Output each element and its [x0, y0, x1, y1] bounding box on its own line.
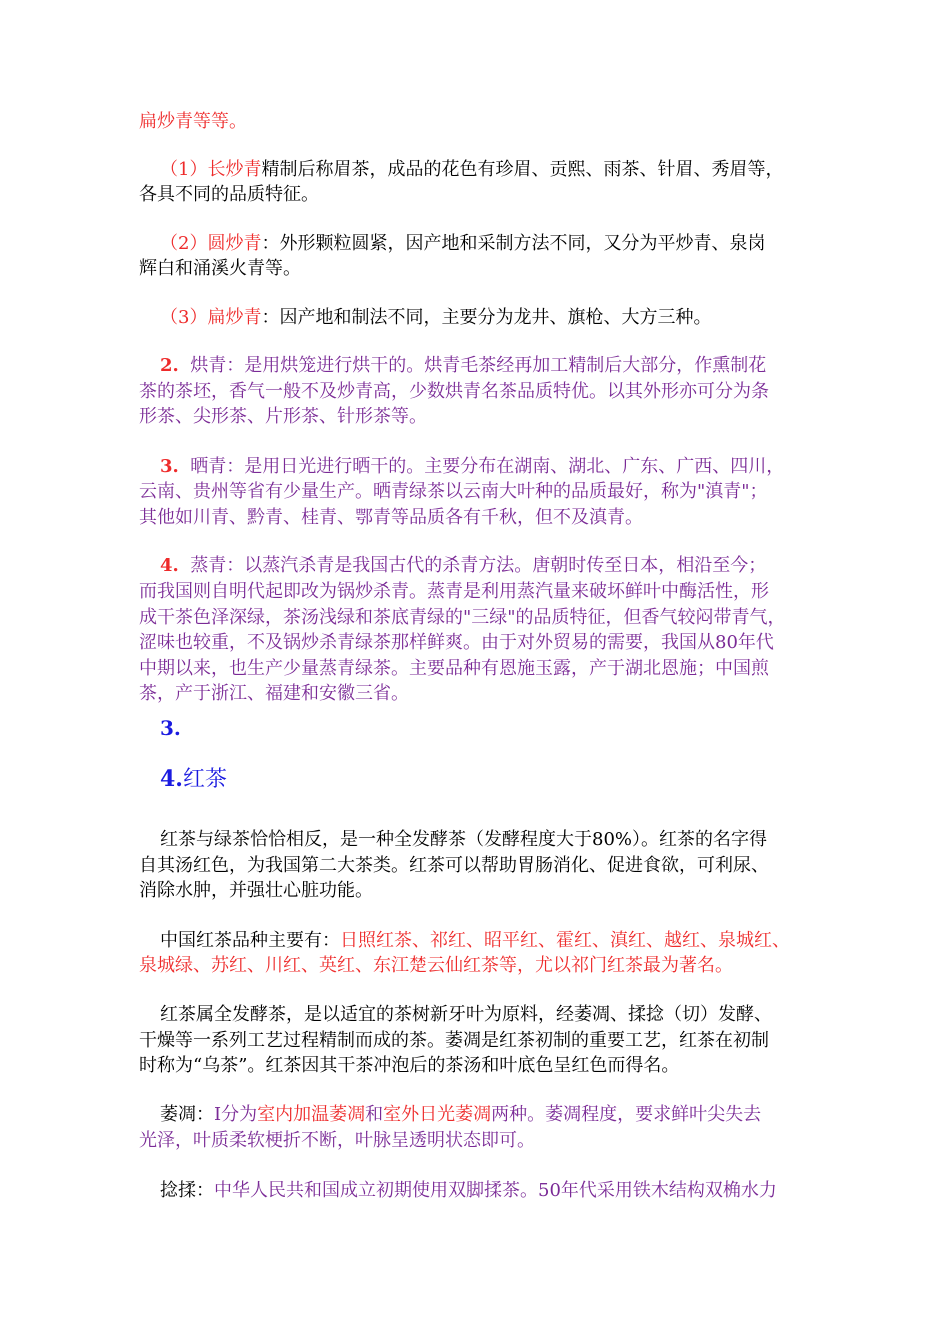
- text-segment: Ⅰ分为: [214, 1104, 258, 1125]
- heading-3: 3.: [160, 716, 181, 740]
- text-line: 中期以来，也生产少量蒸青绿茶。主要品种有恩施玉露，产于湖北恩施；中国煎: [139, 658, 769, 679]
- heading-black-tea: [160, 765, 227, 793]
- text-line: 红茶与绿茶恰恰相反，是一种全发酵茶（发酵程度大于80%）。红茶的名字得: [160, 829, 768, 850]
- item-number: （3）: [160, 307, 208, 328]
- text-line: 红茶属全发酵茶，是以适宜的茶树新牙叶为原料，经萎凋、揉捻（切）发酵、: [160, 1004, 772, 1025]
- text-segment: 中华人民共和国成立初期使用双脚揉茶。50年代采用铁木结构双桷水力: [214, 1180, 777, 1201]
- rolling-paragraph: [160, 1179, 777, 1203]
- text-line: 云南、贵州等省有少量生产。晒青绿茶以云南大叶种的品质最好，称为"滇青"；: [139, 481, 768, 502]
- section-sun-dried-green: [160, 455, 784, 479]
- item-number: （1）: [160, 159, 208, 180]
- section-text: 蒸青：以蒸汽杀青是我国古代的杀青方法。唐朝时传至日本，相沿至今；: [190, 555, 767, 576]
- text-line: 时称为“乌茶”。红茶因其干茶冲泡后的茶汤和叶底色呈红色而得名。: [139, 1055, 680, 1076]
- section-baked-green: [160, 354, 766, 378]
- lead-text: 萎凋：: [160, 1104, 214, 1125]
- list-item-flat-roasted: [160, 306, 711, 330]
- section-steamed-green: [160, 554, 766, 578]
- text-segment: 两种。萎凋程度，要求鲜叶尖失去: [491, 1104, 762, 1125]
- text-line: 自其汤红色，为我国第二大茶类。红茶可以帮助胃肠消化、促进食欲，可利尿、: [139, 855, 769, 876]
- variety-list: 日照红茶、祁红、昭平红、霍红、滇红、越红、泉城红、: [340, 930, 790, 951]
- item-number: （2）: [160, 233, 208, 254]
- item-text: ：外形颗粒圆紧，因产地和采制方法不同，又分为平炒青、泉岗: [261, 233, 766, 254]
- section-number: 2.: [160, 355, 179, 376]
- text-line: 消除水肿，并强壮心脏功能。: [139, 880, 373, 901]
- item-term: 扁炒青: [207, 307, 262, 328]
- term-outdoor-withering: 室外日光萎凋: [383, 1104, 492, 1125]
- section-text: 晒青：是用日光进行晒干的。主要分布在湖南、湖北、广东、广西、四川，: [190, 456, 785, 477]
- heading-number: 4.: [160, 766, 183, 792]
- text-line: 而我国则自明代起即改为锅炒杀青。蒸青是利用蒸汽量来破坏鲜叶中酶活性，形: [139, 581, 769, 602]
- lead-text: 中国红茶品种主要有：: [160, 930, 340, 951]
- section-number: 3.: [160, 456, 179, 477]
- item-term: 圆炒青: [207, 233, 262, 254]
- text-line: 光泽，叶质柔软梗折不断，叶脉呈透明状态即可。: [139, 1130, 535, 1151]
- list-item-long-roasted: [160, 158, 783, 182]
- black-tea-varieties: [160, 929, 790, 953]
- text-line: 茶，产于浙江、福建和安徽三省。: [139, 683, 409, 704]
- text-line: 干燥等一系列工艺过程精制而成的茶。萎凋是红茶初制的重要工艺，红茶在初制: [139, 1030, 769, 1051]
- item-term: 长炒青: [207, 159, 262, 180]
- heading-title: 红茶: [182, 767, 227, 792]
- item-text: ：因产地和制法不同，主要分为龙井、旗枪、大方三种。: [261, 307, 712, 328]
- text-line: 各具不同的品质特征。: [139, 184, 319, 205]
- item-text: 精制后称眉茶，成品的花色有珍眉、贡熙、雨茶、针眉、秀眉等，: [261, 159, 784, 180]
- text-segment: 和: [365, 1104, 384, 1125]
- text-line: 辉白和涌溪火青等。: [139, 258, 301, 279]
- text-line: 扁炒青等等。: [139, 111, 247, 132]
- text-line: 泉城绿、苏红、川红、英红、东江楚云仙红茶等，尤以祁门红茶最为著名。: [139, 955, 733, 976]
- text-line: 形茶、尖形茶、片形茶、针形茶等。: [139, 406, 427, 427]
- lead-text: 捻揉：: [160, 1180, 214, 1201]
- text-line: 其他如川青、黔青、桂青、鄂青等品质各有千秋，但不及滇青。: [139, 507, 643, 528]
- section-text: 烘青：是用烘笼进行烘干的。烘青毛茶经再加工精制后大部分，作熏制花: [190, 355, 767, 376]
- text-line: 成干茶色泽深绿，茶汤浅绿和茶底青绿的"三绿"的品质特征，但香气较闷带青气，: [139, 607, 786, 628]
- section-number: 4.: [160, 555, 179, 576]
- list-item-round-roasted: [160, 232, 765, 256]
- withering-paragraph: [160, 1103, 761, 1127]
- text-line: 茶的茶坯，香气一般不及炒青高，少数烘青名茶品质特优。以其外形亦可分为条: [139, 381, 769, 402]
- text-line: 涩味也较重，不及锅炒杀青绿茶那样鲜爽。由于对外贸易的需要，我国从80年代: [139, 632, 774, 653]
- term-indoor-withering: 室内加温萎凋: [257, 1104, 366, 1125]
